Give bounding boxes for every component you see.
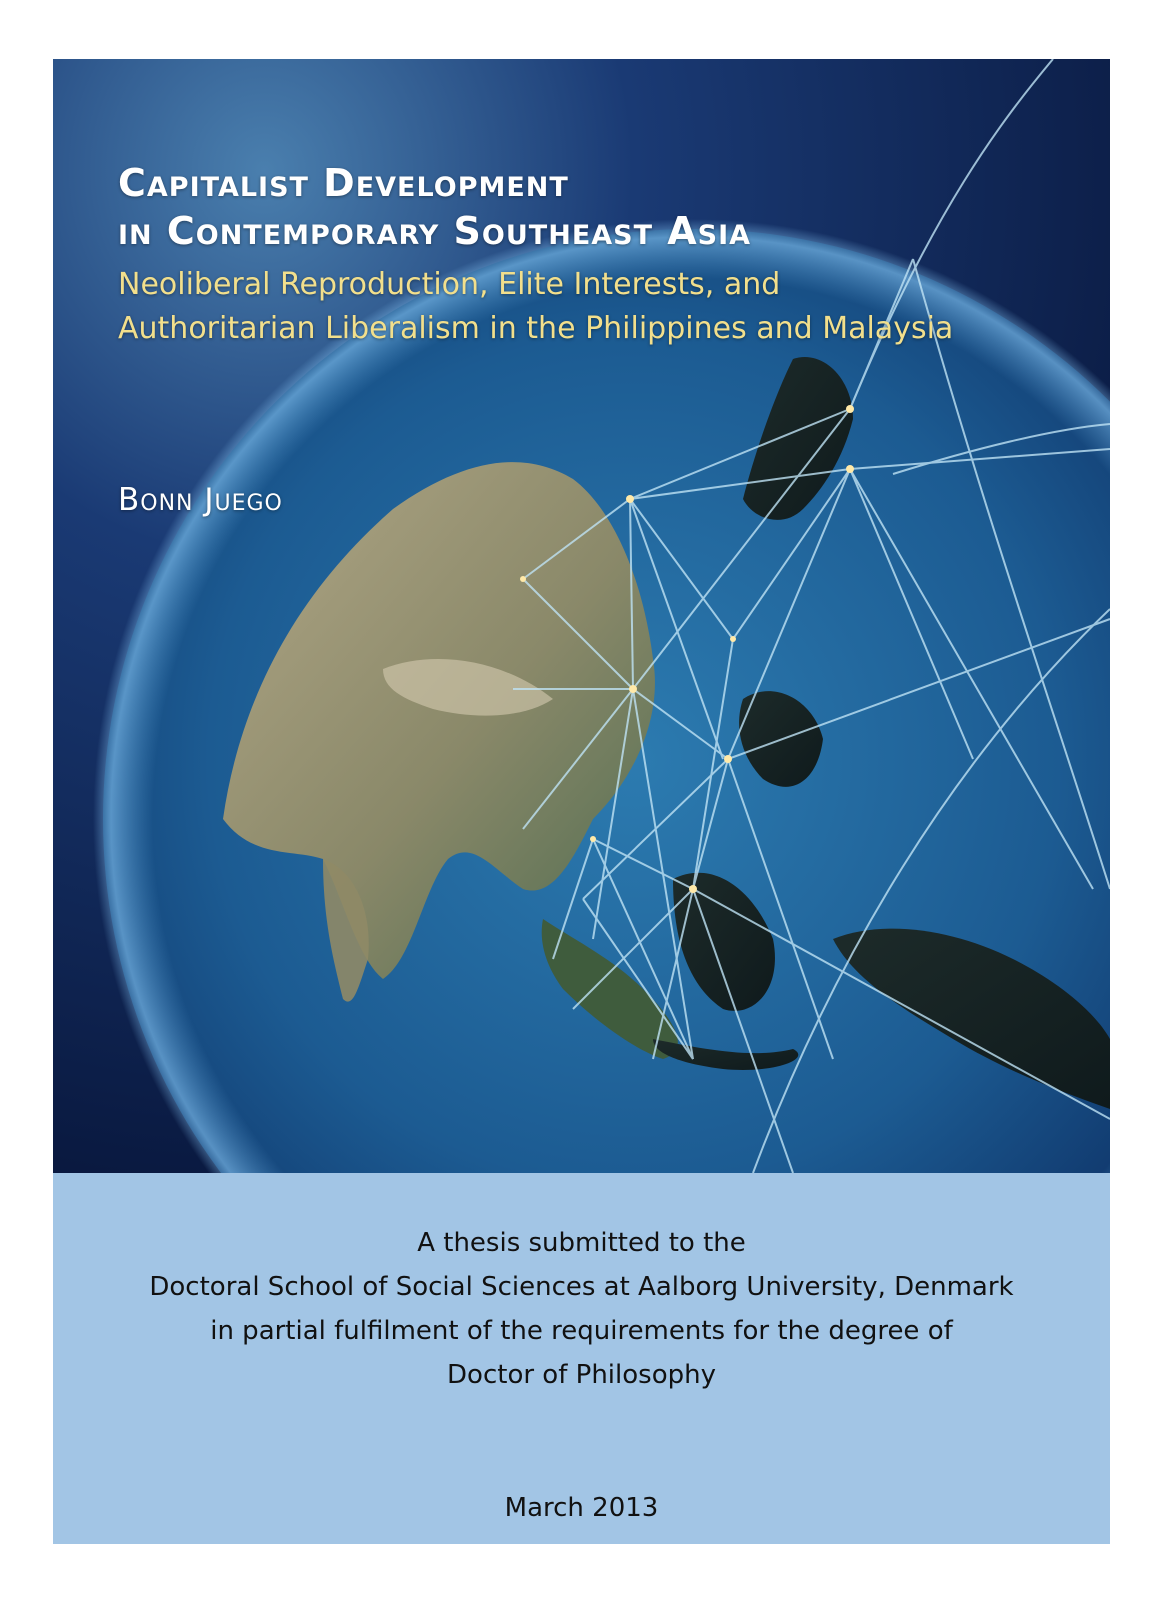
submission-line-2: Doctoral School of Social Sciences at Aalborg University, Denmark (149, 1272, 1014, 1302)
submission-panel (53, 1173, 1110, 1544)
submission-line-4: Doctor of Philosophy (447, 1360, 716, 1390)
author-name: Bonn Juego (118, 482, 283, 518)
submission-statement (53, 1221, 1110, 1397)
thesis-cover (53, 59, 1110, 1544)
title-block (118, 159, 1078, 351)
thesis-subtitle-line-1: Neoliberal Reproduction, Elite Interests, and (118, 267, 781, 302)
thesis-subtitle-line-2: Authoritarian Liberalism in the Philippines and Malaysia (118, 311, 954, 346)
cover-image (53, 59, 1110, 1173)
submission-line-3: in partial fulfilment of the requirements for the degree of (210, 1316, 953, 1346)
submission-date: March 2013 (504, 1493, 659, 1523)
submission-line-1: A thesis submitted to the (417, 1228, 746, 1258)
thesis-title-line-1: Capitalist Development (118, 161, 569, 205)
subtitle-block (118, 263, 1078, 351)
thesis-title-line-2: in Contemporary Southeast Asia (118, 209, 752, 253)
